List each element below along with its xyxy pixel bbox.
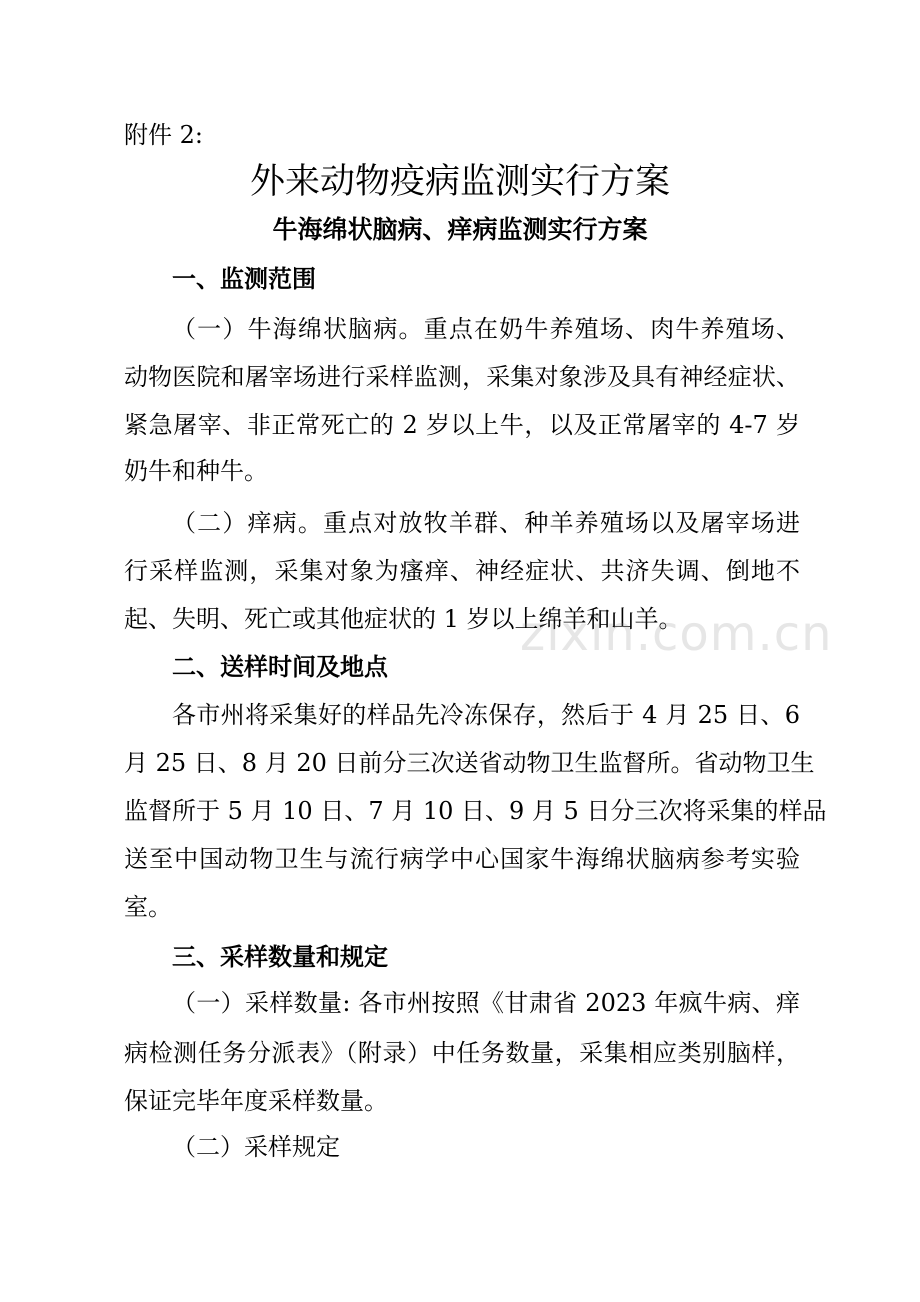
subsection-heading: （二）采样规定 (172, 1133, 340, 1161)
paragraph-line: 送至中国动物卫生与流行病学中心国家牛海绵状脑病参考实验 (124, 845, 800, 873)
paragraph-line: 奶牛和种牛。 (124, 457, 268, 485)
paragraph-line: 保证完毕年度采样数量。 (124, 1087, 388, 1115)
section-heading-3: 三、采样数量和规定 (172, 942, 388, 971)
paragraph-line: 动物医院和屠宰场进行采样监测，采集对象涉及具有神经症状、 (124, 363, 800, 391)
paragraph-line: （一）采样数量: 各市州按照《甘肃省 2023 年疯牛病、痒 (172, 989, 800, 1017)
document-subtitle: 牛海绵状脑病、痒病监测实行方案 (272, 215, 648, 244)
paragraph-line: 月 25 日、8 月 20 日前分三次送省动物卫生监督所。省动物卫生 (124, 749, 815, 777)
paragraph-line: 行采样监测，采集对象为瘙痒、神经症状、共济失调、倒地不 (124, 557, 800, 585)
watermark: zixin.com.cn (520, 606, 833, 662)
paragraph-line: 起、失明、死亡或其他症状的 1 岁以上绵羊和山羊。 (124, 605, 683, 633)
annex-label: 附件 2: (124, 121, 203, 149)
section-heading-1: 一、监测范围 (172, 264, 316, 293)
paragraph-line: 监督所于 5 月 10 日、7 月 10 日、9 月 5 日分三次将采集的样品 (124, 797, 827, 825)
paragraph-line: 各市州将采集好的样品先冷冻保存，然后于 4 月 25 日、6 (172, 701, 800, 729)
paragraph-line: （二）痒病。重点对放牧羊群、种羊养殖场以及屠宰场进 (172, 509, 800, 537)
paragraph-line: 室。 (124, 893, 172, 921)
paragraph-line: 紧急屠宰、非正常死亡的 2 岁以上牛，以及正常屠宰的 4-7 岁 (124, 411, 800, 439)
document-title: 外来动物疫病监测实行方案 (249, 162, 670, 202)
paragraph-line: （一）牛海绵状脑病。重点在奶牛养殖场、肉牛养殖场、 (172, 315, 800, 343)
paragraph-line: 病检测任务分派表》（附录）中任务数量，采集相应类别脑样， (124, 1039, 800, 1067)
section-heading-2: 二、送样时间及地点 (172, 652, 388, 681)
